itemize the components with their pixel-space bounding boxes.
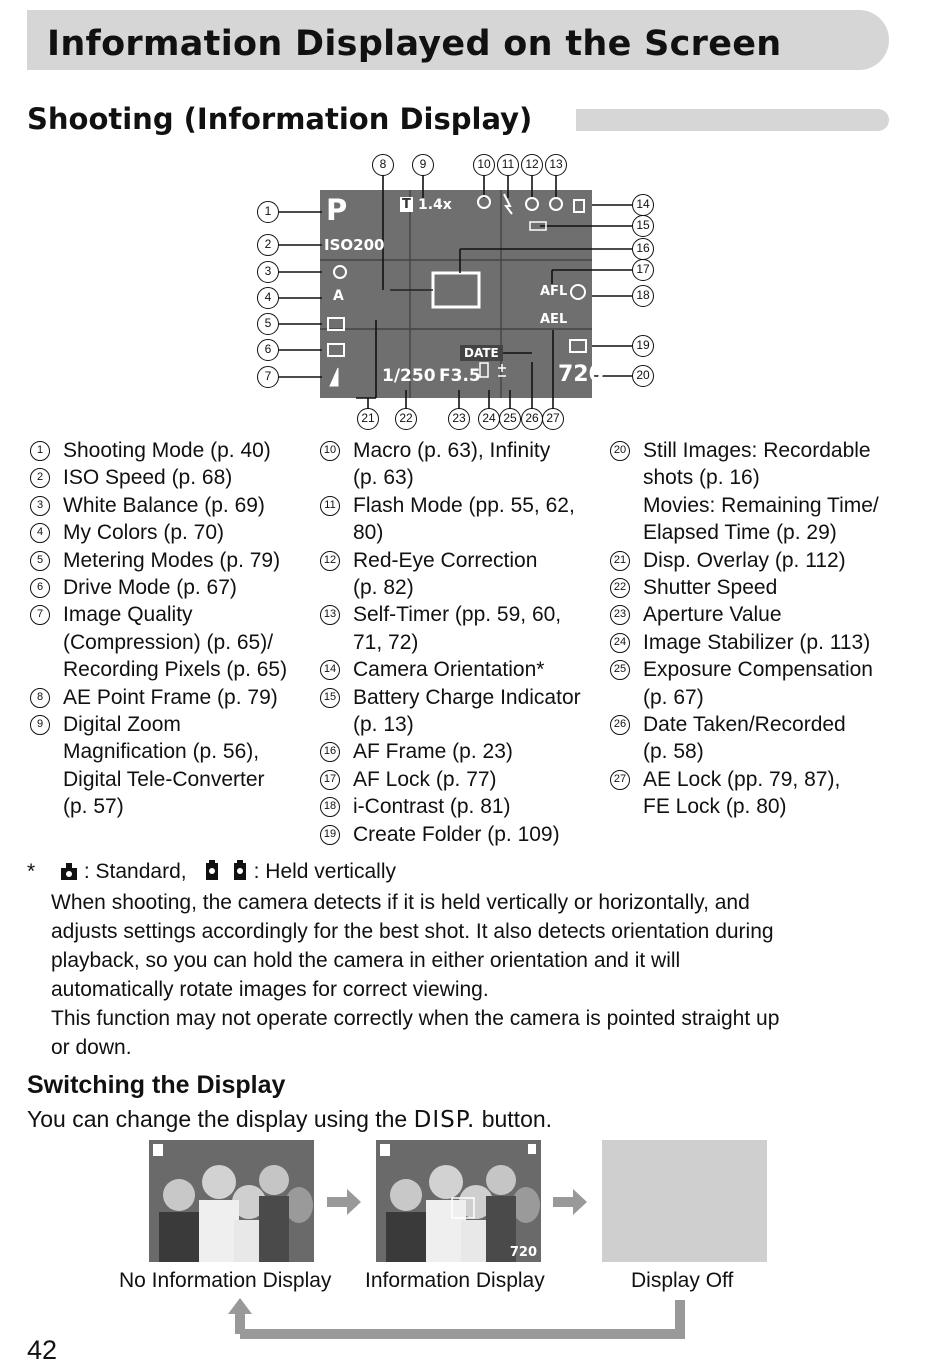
legend-line: Elapsed Time (p. 29) <box>643 521 837 545</box>
legend-number: 10 <box>320 441 340 461</box>
screen-timer: T <box>402 197 411 212</box>
legend-number: 27 <box>610 770 630 790</box>
legend-item <box>30 492 315 519</box>
note-line: adjusts settings accordingly for the best shot. It also detects orientation during <box>51 920 774 943</box>
legend-line: Red-Eye Correction <box>353 548 538 572</box>
photo-shots: 720 <box>509 1245 537 1260</box>
page-title: Information Displayed on the Screen <box>47 24 782 64</box>
legend-item <box>610 711 940 766</box>
switching-text-before: You can change the display using the <box>27 1106 414 1132</box>
legend-line: My Colors (p. 70) <box>63 521 225 545</box>
legend-line: AF Frame (p. 23) <box>353 740 513 764</box>
return-arrow-icon <box>218 1298 693 1344</box>
legend-item <box>610 601 940 628</box>
screen-aperture: F3.5 <box>439 366 481 386</box>
note-held-label: : Held vertically <box>253 860 396 883</box>
legend-number: 9 <box>30 715 50 735</box>
legend-number: 7 <box>30 605 50 625</box>
legend-line: FE Lock (p. 80) <box>643 795 787 819</box>
legend-item <box>30 574 315 601</box>
family-photo-image <box>376 1140 541 1262</box>
legend-item <box>320 738 605 765</box>
callout-13: 13 <box>545 154 567 176</box>
orientation-icon <box>528 1144 536 1154</box>
orientation-note <box>27 857 907 1062</box>
legend-column-2 <box>320 437 605 848</box>
callout-11: 11 <box>497 154 519 176</box>
legend-number: 14 <box>320 660 340 680</box>
no-info-display-photo <box>149 1140 314 1262</box>
note-first-line <box>27 857 907 888</box>
legend-number: 19 <box>320 825 340 845</box>
legend-line: 80) <box>353 521 384 545</box>
callout-27: 27 <box>542 408 564 430</box>
callout-18: 18 <box>632 285 654 307</box>
camera-standard-icon <box>60 861 78 881</box>
my-colors-icon: A <box>333 288 344 304</box>
legend-line: Drive Mode (p. 67) <box>63 576 237 600</box>
legend-number: 21 <box>610 551 630 571</box>
disp-button-label: DISP. <box>413 1107 476 1133</box>
callout-2: 2 <box>257 234 279 256</box>
callout-12: 12 <box>521 154 543 176</box>
legend-item <box>30 711 315 821</box>
legend-item <box>610 766 940 821</box>
legend-line: Movies: Remaining Time/ <box>643 493 879 517</box>
legend-line: (p. 82) <box>353 576 414 600</box>
legend-line: Digital Zoom <box>63 713 181 737</box>
legend-number: 26 <box>610 715 630 735</box>
legend-item <box>320 601 605 656</box>
screen-mode: P <box>326 193 348 227</box>
legend-item <box>320 656 605 683</box>
legend-line: (p. 13) <box>353 713 414 737</box>
switching-text-after: button. <box>475 1106 553 1132</box>
legend-number: 12 <box>320 551 340 571</box>
legend-number: 18 <box>320 797 340 817</box>
legend-number: 6 <box>30 578 50 598</box>
callout-9: 9 <box>412 154 434 176</box>
legend-line: AE Point Frame (p. 79) <box>63 685 278 709</box>
legend-item <box>320 793 605 820</box>
person-icon <box>380 1144 390 1156</box>
callout-1: 1 <box>257 201 279 223</box>
legend-item <box>320 821 605 848</box>
callout-19: 19 <box>632 335 654 357</box>
legend-number: 20 <box>610 441 630 461</box>
section-title-bar <box>576 109 889 131</box>
legend-number: 11 <box>320 496 340 516</box>
legend-item <box>30 547 315 574</box>
arrow-right-icon <box>553 1189 587 1215</box>
legend-line: Date Taken/Recorded <box>643 713 846 737</box>
legend-line: i-Contrast (p. 81) <box>353 795 511 819</box>
legend-number: 5 <box>30 551 50 571</box>
legend-number: 25 <box>610 660 630 680</box>
legend-number: 3 <box>30 496 50 516</box>
note-line: When shooting, the camera detects if it is held vertically or horizontally, and <box>51 891 750 914</box>
legend-item <box>320 547 605 602</box>
note-line: or down. <box>51 1036 132 1059</box>
screen-shots: 720 <box>558 362 604 387</box>
legend-number: 22 <box>610 578 630 598</box>
callout-10: 10 <box>473 154 495 176</box>
callout-22: 22 <box>395 408 417 430</box>
callout-26: 26 <box>521 408 543 430</box>
legend-number: 24 <box>610 633 630 653</box>
legend-item <box>610 629 940 656</box>
screen-zoom: 1.4x <box>418 197 452 213</box>
legend-column-3 <box>610 437 940 821</box>
callout-17: 17 <box>632 259 654 281</box>
legend-line: shots (p. 16) <box>643 466 760 490</box>
callout-23: 23 <box>448 408 470 430</box>
note-standard-label: : Standard, <box>83 860 187 883</box>
legend-line: Image Quality <box>63 603 193 627</box>
person-icon <box>153 1144 163 1156</box>
legend-line: Metering Modes (p. 79) <box>63 548 281 572</box>
legend-item <box>30 464 315 491</box>
legend-number: 1 <box>30 441 50 461</box>
page-title-bar <box>27 10 889 70</box>
caption-info: Information Display <box>365 1269 545 1292</box>
legend-line: Digital Tele-Converter <box>63 767 265 791</box>
legend-item <box>320 437 605 492</box>
callout-3: 3 <box>257 261 279 283</box>
legend-line: Disp. Overlay (p. 112) <box>643 548 846 572</box>
note-paragraph <box>27 888 907 1062</box>
camera-vertical-right-icon <box>232 859 248 881</box>
note-asterisk: * <box>27 860 36 883</box>
screen-shutter: 1/250 <box>382 366 436 386</box>
legend-line: Self-Timer (pp. 59, 60, <box>353 603 562 627</box>
legend-number: 15 <box>320 688 340 708</box>
legend-line: Camera Orientation* <box>353 658 545 682</box>
legend-line: Battery Charge Indicator <box>353 685 581 709</box>
legend-line: (p. 63) <box>353 466 414 490</box>
callout-21: 21 <box>357 408 379 430</box>
legend-line: Magnification (p. 56), <box>63 740 260 764</box>
screen-date: DATE <box>460 345 503 361</box>
callout-16: 16 <box>632 238 654 260</box>
note-legend <box>60 857 396 886</box>
legend-item <box>610 547 940 574</box>
screen-iso: ISO200 <box>324 236 385 254</box>
legend-line: 71, 72) <box>353 630 419 654</box>
arrow-right-icon <box>327 1189 361 1215</box>
display-off-box <box>602 1140 767 1262</box>
camera-screen-diagram <box>240 150 680 435</box>
legend-item <box>610 574 940 601</box>
legend-line: (p. 58) <box>643 740 704 764</box>
legend-item <box>30 519 315 546</box>
legend-item <box>30 684 315 711</box>
callout-7: 7 <box>257 366 279 388</box>
legend-number: 16 <box>320 742 340 762</box>
info-display-photo <box>376 1140 541 1262</box>
switching-text <box>27 1106 552 1133</box>
caption-no-info: No Information Display <box>119 1269 332 1292</box>
legend-line: Exposure Compensation <box>643 658 873 682</box>
legend-number: 4 <box>30 523 50 543</box>
legend-line: White Balance (p. 69) <box>63 493 265 517</box>
diagram-lines <box>240 150 680 435</box>
section-title: Shooting (Information Display) <box>27 102 533 136</box>
callout-15: 15 <box>632 215 654 237</box>
callout-8: 8 <box>372 154 394 176</box>
callout-4: 4 <box>257 287 279 309</box>
legend-line: AF Lock (p. 77) <box>353 767 497 791</box>
section-header <box>27 100 889 140</box>
switching-heading: Switching the Display <box>27 1071 286 1099</box>
legend-line: Flash Mode (pp. 55, 62, <box>353 493 575 517</box>
camera-vertical-left-icon <box>204 859 220 881</box>
legend-line: ISO Speed (p. 68) <box>63 466 233 490</box>
legend-item <box>610 656 940 711</box>
legend-line: (Compression) (p. 65)/ <box>63 630 274 654</box>
screen-ael: AEL <box>540 312 568 327</box>
legend-line: Create Folder (p. 109) <box>353 822 560 846</box>
legend-line: Aperture Value <box>643 603 782 627</box>
legend-line: Still Images: Recordable <box>643 439 871 462</box>
legend-number: 23 <box>610 605 630 625</box>
legend-line: Shutter Speed <box>643 576 778 600</box>
legend-column-1 <box>30 437 315 821</box>
caption-display-off: Display Off <box>631 1269 734 1292</box>
note-line: automatically rotate images for correct viewing. <box>51 978 489 1001</box>
screen-afl: AFL <box>540 284 568 299</box>
legend-line: AE Lock (pp. 79, 87), <box>643 767 841 791</box>
legend-item <box>320 766 605 793</box>
callout-25: 25 <box>499 408 521 430</box>
legend-number: 13 <box>320 605 340 625</box>
callout-20: 20 <box>632 365 654 387</box>
callout-6: 6 <box>257 339 279 361</box>
legend-number: 17 <box>320 770 340 790</box>
legend-number: 8 <box>30 688 50 708</box>
page-number: 42 <box>27 1335 58 1365</box>
legend-line: Image Stabilizer (p. 113) <box>643 630 871 654</box>
legend-item <box>320 492 605 547</box>
callout-14: 14 <box>632 194 654 216</box>
legend-item <box>320 684 605 739</box>
legend-item <box>610 437 940 547</box>
legend-line: Macro (p. 63), Infinity <box>353 439 551 462</box>
note-line: playback, so you can hold the camera in either orientation and it will <box>51 949 681 972</box>
callout-24: 24 <box>478 408 500 430</box>
note-line: This function may not operate correctly when the camera is pointed straight up <box>51 1007 780 1030</box>
callout-5: 5 <box>257 313 279 335</box>
family-photo-image <box>149 1140 314 1262</box>
legend-line: Shooting Mode (p. 40) <box>63 439 271 462</box>
legend-line: Recording Pixels (p. 65) <box>63 658 288 682</box>
legend-item <box>30 437 315 464</box>
legend-number: 2 <box>30 468 50 488</box>
legend-line: (p. 67) <box>643 685 704 709</box>
legend-line: (p. 57) <box>63 795 124 819</box>
legend-item <box>30 601 315 683</box>
